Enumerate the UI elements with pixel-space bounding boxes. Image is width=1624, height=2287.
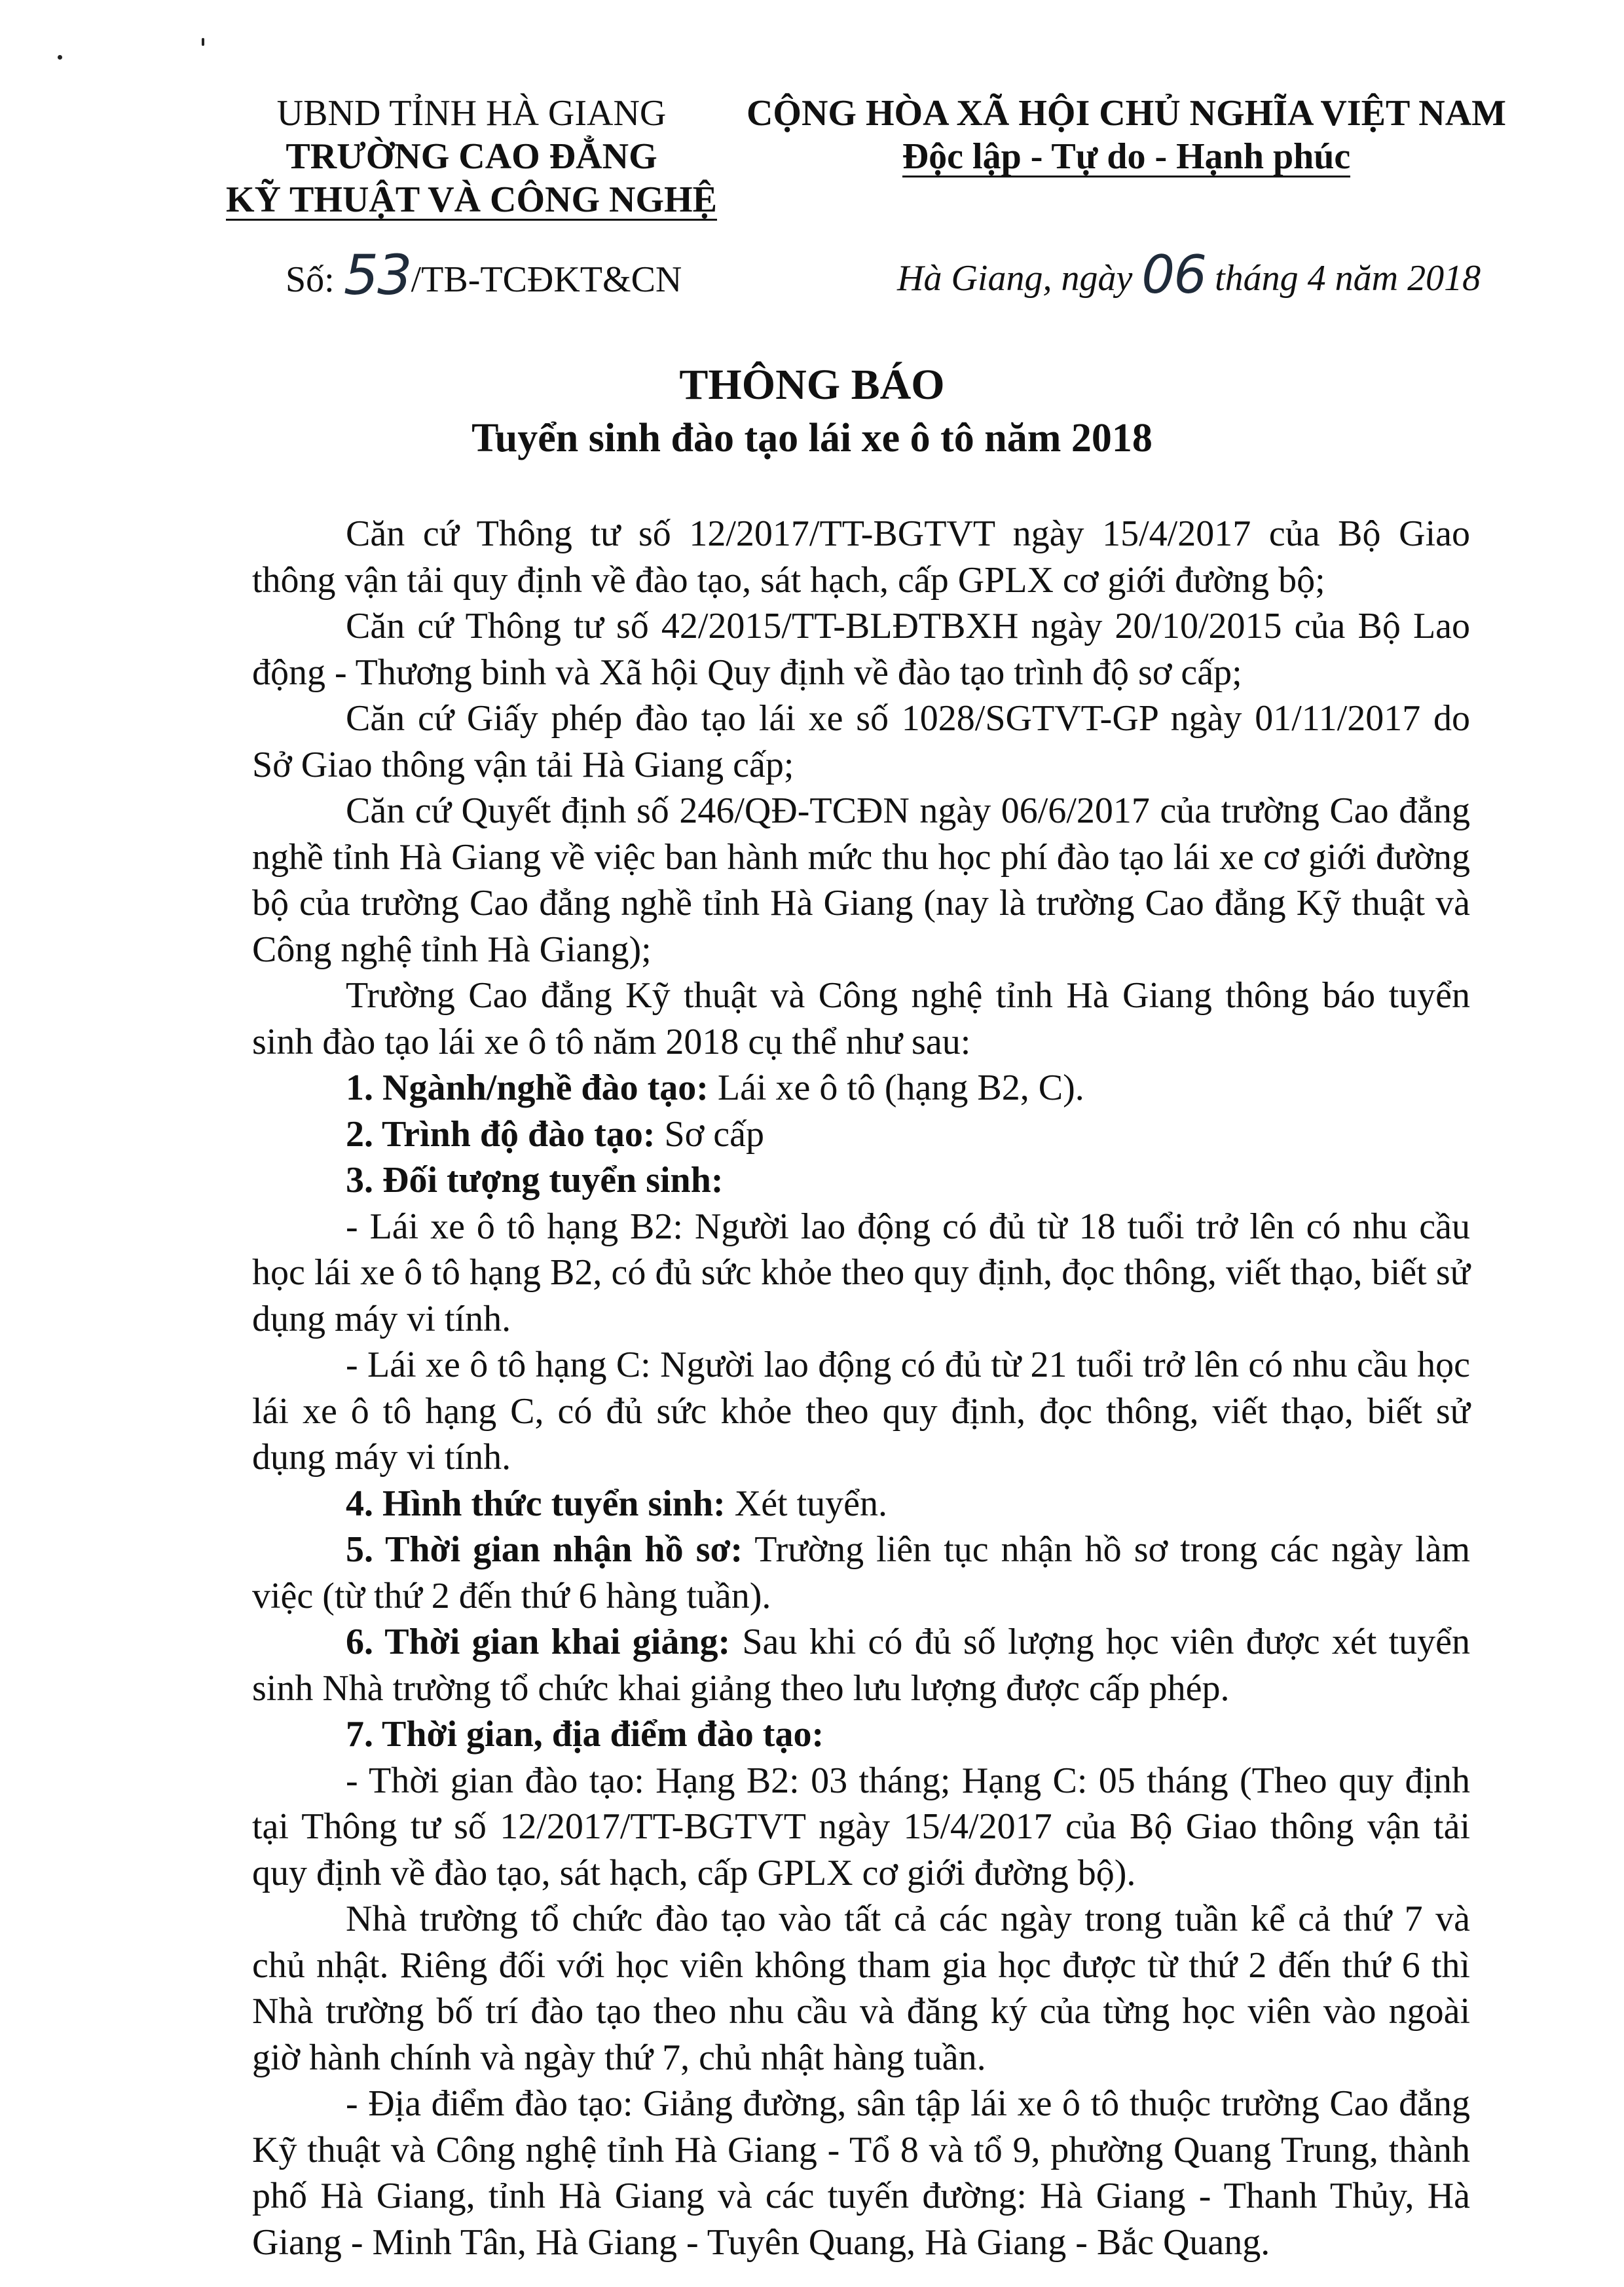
agency-name: UBND TỈNH HÀ GIANG [276, 93, 667, 134]
training-place-paragraph: - Địa điểm đào tạo: Giảng đường, sân tập lái xe ô tô thuộc trường Cao đẳng Kỹ thuật và Công nghệ tỉnh Hà Giang - Tổ 8 và tổ 9, phường Quang Trung, thành phố Hà Giang, tỉnh Hà Giang và các tuyến đường: Hà Giang - Thanh Thủy, Hà Giang - Minh Tân, Hà Giang - Tuyên Quang, Hà Giang - Bắc Quang. [252, 2083, 1470, 2263]
basis-paragraph: Căn cứ Thông tư số 42/2015/TT-BLĐTBXH ngày 20/10/2015 của Bộ Lao động - Thương binh và Xã hội Quy định về đào tạo trình độ sơ cấp; [252, 606, 1470, 693]
handwritten-number: 53 [343, 243, 411, 307]
scan-speck [202, 38, 204, 46]
section-time-place-heading: 7. Thời gian, địa điểm đào tạo: [346, 1714, 824, 1755]
document-subtitle: Tuyển sinh đào tạo lái xe ô tô năm 2018 [471, 416, 1153, 460]
school-name-line1: TRƯỜNG CAO ĐẲNG [286, 136, 657, 177]
section-target-heading: 3. Đối tượng tuyển sinh: [346, 1160, 724, 1200]
section-opening-time: 6. Thời gian khai giảng: Sau khi có đủ số lượng học viên được xét tuyển sinh Nhà trường tổ chức khai giảng theo lưu lượng được cấp phép. [252, 1622, 1470, 1709]
national-heading [727, 92, 1526, 178]
issuer-block [216, 92, 727, 221]
intro-paragraph: Trường Cao đẳng Kỹ thuật và Công nghệ tỉnh Hà Giang thông báo tuyển sinh đào tạo lái xe ô tô năm 2018 cụ thể như sau: [252, 975, 1470, 1062]
document-number: Số: 53/TB-TCĐKT&CN [286, 243, 682, 307]
section-training-field: 1. Ngành/nghề đào tạo: Lái xe ô tô (hạng B2, C). [346, 1068, 1084, 1108]
document-body [252, 511, 1470, 2265]
target-c-paragraph: - Lái xe ô tô hạng C: Người lao động có đủ từ 21 tuổi trở lên có nhu cầu học lái xe ô tô hạng C, có đủ sức khỏe theo quy định, đọc thông, viết thạo, biết sử dụng máy vi tính. [252, 1345, 1470, 1478]
scan-speck [58, 55, 62, 60]
national-motto: Độc lập - Tự do - Hạnh phúc [902, 136, 1351, 177]
handwritten-day: 06 [1141, 244, 1206, 305]
school-name-line2: KỸ THUẬT VÀ CÔNG NGHỆ [226, 179, 717, 220]
country-name: CỘNG HÒA XÃ HỘI CHỦ NGHĨA VIỆT NAM [746, 93, 1507, 134]
target-b2-paragraph: - Lái xe ô tô hạng B2: Người lao động có đủ từ 18 tuổi trở lên có nhu cầu học lái xe ô tô hạng B2, có đủ sức khỏe theo quy định, đọc thông, viết thạo, biết sử dụng máy vi tính. [252, 1206, 1470, 1339]
date-line: Hà Giang, ngày 06 tháng 4 năm 2018 [897, 244, 1481, 305]
section-application-time: 5. Thời gian nhận hồ sơ: Trường liên tục nhận hồ sơ trong các ngày làm việc (từ thứ 2 đến thứ 6 hàng tuần). [252, 1529, 1470, 1616]
basis-paragraph: Căn cứ Quyết định số 246/QĐ-TCĐN ngày 06/6/2017 của trường Cao đẳng nghề tỉnh Hà Giang về việc ban hành mức thu học phí đào tạo lái xe cơ giới đường bộ của trường Cao đẳng nghề tỉnh Hà Giang (nay là trường Cao đẳng Kỹ thuật và Công nghệ tỉnh Hà Giang); [252, 790, 1470, 970]
training-time-paragraph: - Thời gian đào tạo: Hạng B2: 03 tháng; Hạng C: 05 tháng (Theo quy định tại Thông tư số 12/2017/TT-BGTVT ngày 15/4/2017 của Bộ Giao thông vận tải quy định về đào tạo, sát hạch, cấp GPLX cơ giới đường bộ). [252, 1760, 1470, 1893]
training-schedule-paragraph: Nhà trường tổ chức đào tạo vào tất cả các ngày trong tuần kể cả thứ 7 và chủ nhật. Riêng đối với học viên không tham gia học được từ thứ 2 đến thứ 6 thì Nhà trường bố trí đào tạo theo nhu cầu và đăng ký của từng học viên vào ngoài giờ hành chính và ngày thứ 7, chủ nhật hàng tuần. [252, 1899, 1470, 2078]
section-training-level: 2. Trình độ đào tạo: Sơ cấp [346, 1113, 764, 1155]
basis-paragraph: Căn cứ Giấy phép đào tạo lái xe số 1028/SGTVT-GP ngày 01/11/2017 do Sở Giao thông vận tải Hà Giang cấp; [252, 698, 1470, 785]
document-title: THÔNG BÁO [679, 361, 945, 409]
basis-paragraph: Căn cứ Thông tư số 12/2017/TT-BGTVT ngày 15/4/2017 của Bộ Giao thông vận tải quy định về đào tạo, sát hạch, cấp GPLX cơ giới đường bộ; [252, 513, 1470, 601]
section-admission-form: 4. Hình thức tuyển sinh: Xét tuyển. [346, 1483, 888, 1524]
